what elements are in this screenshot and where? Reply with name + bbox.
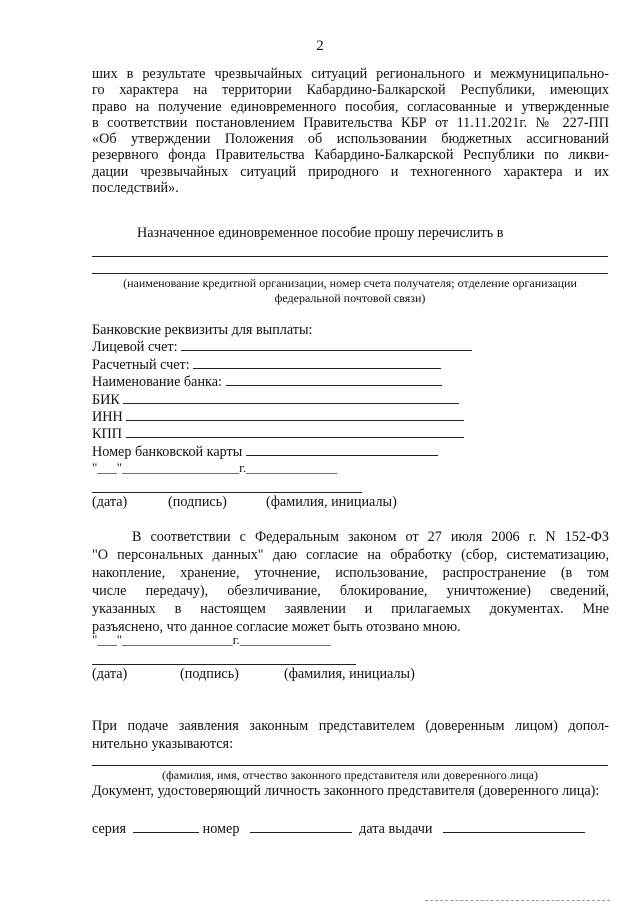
intro-line: ших в результате чрезвычайных ситуаций регионального и межмуниципально- <box>92 66 609 82</box>
representative-name-line[interactable] <box>92 765 608 766</box>
transfer-line-2[interactable] <box>92 273 608 274</box>
representative-document-label: Документ, удостоверяющий личность законного представителя (доверенного лица): <box>92 783 600 799</box>
kpp-label: КПП <box>92 426 122 443</box>
signature-line-1[interactable] <box>92 492 362 493</box>
inn-label: ИНН <box>92 409 123 426</box>
inn-field[interactable] <box>126 408 464 421</box>
consent-line: разъяснено, что данное согласие может быть отозвано мною. <box>92 618 461 635</box>
issue-date-label: дата выдачи <box>359 821 433 837</box>
transfer-caption-line: (наименование кредитной организации, номер счета получателя; отделение организации <box>123 276 577 290</box>
transfer-line-1[interactable] <box>92 256 608 257</box>
bik-field[interactable] <box>123 391 459 404</box>
date-caption: (дата) <box>92 494 128 510</box>
bank-name-row <box>92 373 472 390</box>
bik-label: БИК <box>92 391 120 408</box>
bank-name-label: Наименование банка: <box>92 374 222 391</box>
document-fields-row <box>92 820 585 838</box>
card-number-row <box>92 443 472 460</box>
personal-account-label: Лицевой счет: <box>92 339 178 356</box>
consent-paragraph <box>92 529 609 636</box>
intro-line: «Об утверждении Положения об использовании бюджетных ассигнований <box>92 131 609 148</box>
kpp-row <box>92 425 472 442</box>
series-label: серия <box>92 821 126 837</box>
issue-date-field[interactable] <box>443 820 585 833</box>
settlement-account-label: Расчетный счет: <box>92 356 190 373</box>
bank-section <box>92 322 472 477</box>
intro-line: в соответствии постановлением Правительства КБР от 11.11.2021г. № 227-ПП <box>92 114 609 131</box>
signature-line-2[interactable] <box>92 664 356 665</box>
date-template-2[interactable]: "___"_________________г.______________ <box>92 632 331 647</box>
consent-line: указанных в настоящем заявлении и прилагаемых документах. Мне <box>92 600 609 617</box>
inn-row <box>92 408 472 425</box>
intro-paragraph <box>92 66 609 196</box>
card-number-field[interactable] <box>246 443 438 456</box>
consent-line: "О персональных данных" даю согласие на обработку (сбор, систематизацию, <box>92 546 609 563</box>
representative-paragraph <box>92 718 609 753</box>
number-label: номер <box>202 821 240 837</box>
transfer-caption-line: федеральной почтовой связи) <box>274 291 426 305</box>
intro-line: го характера на территории Кабардино-Балкарской Республики, имеющих <box>92 82 609 99</box>
intro-line: дации чрезвычайных ситуаций природного и техногенного характера и их <box>92 163 609 180</box>
name-caption: (фамилия, инициалы) <box>266 494 397 510</box>
series-field[interactable] <box>133 820 199 833</box>
settlement-account-row <box>92 356 472 373</box>
consent-line: накопление, хранение, уточнение, использование, распространение (в том <box>92 564 609 581</box>
signature-captions-1 <box>92 494 397 511</box>
personal-account-field[interactable] <box>181 338 472 351</box>
transfer-request: Назначенное единовременное пособие прошу перечислить в <box>137 225 504 241</box>
number-field[interactable] <box>250 820 352 833</box>
intro-line: право на получение единовременного пособия, согласованные и утвержденные <box>92 98 609 115</box>
signature-caption: (подпись) <box>180 666 239 682</box>
signature-caption: (подпись) <box>168 494 227 510</box>
settlement-account-field[interactable] <box>193 356 441 369</box>
transfer-caption <box>92 276 608 306</box>
representative-caption: (фамилия, имя, отчество законного представителя или доверенного лица) <box>162 768 538 782</box>
intro-line: последствий». <box>92 180 179 197</box>
representative-line: При подаче заявления законным представителем (доверенным лицом) допол- <box>92 718 609 734</box>
bank-name-field[interactable] <box>226 373 442 386</box>
bik-row <box>92 391 472 408</box>
page-number: 2 <box>316 38 324 54</box>
consent-line: числе передачу), обезличивание, блокирование, уничтожение) сведений, <box>92 582 609 599</box>
signature-captions-2 <box>92 666 415 683</box>
representative-line: нительно указываются: <box>92 735 234 752</box>
card-number-label: Номер банковской карты <box>92 443 243 460</box>
intro-line: резервного фонда Правительства Кабардино-Балкарской Республики по ликви- <box>92 147 609 164</box>
name-caption: (фамилия, инициалы) <box>284 666 415 682</box>
date-caption: (дата) <box>92 666 128 682</box>
date-template-1[interactable]: "___"__________________г.______________ <box>92 460 338 476</box>
footer-dashes <box>425 900 610 901</box>
bank-title: Банковские реквизиты для выплаты: <box>92 322 313 338</box>
consent-line: В соответствии с Федеральным законом от 27 июля 2006 г. N 152-ФЗ <box>132 529 609 545</box>
kpp-field[interactable] <box>126 425 464 438</box>
personal-account-row <box>92 338 472 355</box>
